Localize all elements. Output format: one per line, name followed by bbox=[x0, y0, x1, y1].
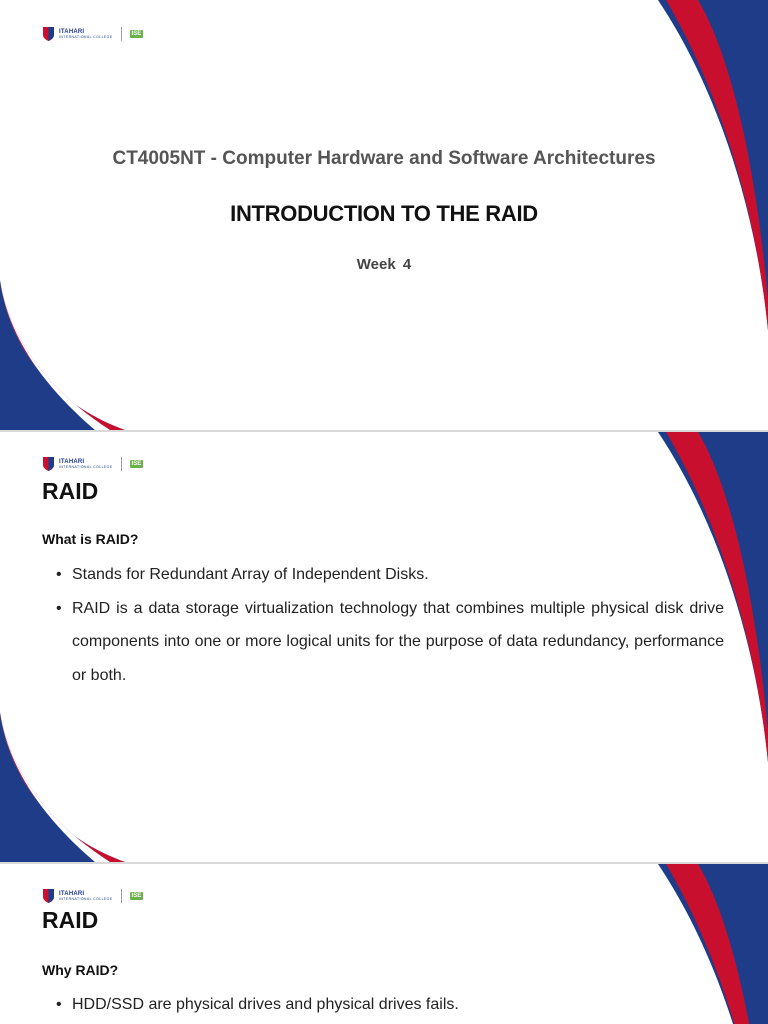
college-name: ITAHARI bbox=[59, 28, 85, 35]
college-name: ITAHARI bbox=[59, 458, 85, 465]
slide-subheading: Why RAID? bbox=[42, 962, 119, 978]
slide-heading: RAID bbox=[42, 478, 99, 504]
corner-swoosh-bottom-left bbox=[0, 712, 125, 862]
college-crest-icon bbox=[42, 456, 55, 472]
title-slide bbox=[0, 0, 768, 430]
bullet-item: • HDD/SSD are physical drives and physical drives fails. bbox=[56, 988, 724, 1022]
logo-divider bbox=[121, 27, 122, 41]
content-slide-why-raid bbox=[0, 864, 768, 1024]
college-subname: INTERNATIONAL COLLEGE bbox=[59, 464, 113, 469]
slide-heading: RAID bbox=[42, 907, 99, 933]
college-logo bbox=[42, 456, 143, 472]
slide-subheading: What is RAID? bbox=[42, 531, 139, 547]
college-crest-icon bbox=[42, 26, 55, 42]
college-logo bbox=[42, 26, 143, 42]
content-slide-what-is-raid bbox=[0, 432, 768, 862]
presentation-title: INTRODUCTION TO THE RAID bbox=[230, 201, 538, 226]
bullet-item: • Stands for Redundant Array of Independent Disks. bbox=[56, 558, 724, 592]
college-name: ITAHARI bbox=[59, 890, 85, 897]
corner-swoosh-bottom-left bbox=[0, 280, 125, 430]
bullet-item: • RAID is a data storage virtualization technology that combines multiple physical disk drive components into one or more logical units for the purpose of data redundancy, performance or both. bbox=[56, 592, 724, 693]
bullet-list bbox=[56, 988, 724, 1022]
course-title: CT4005NT - Computer Hardware and Software Architectures bbox=[112, 148, 656, 169]
college-logo bbox=[42, 888, 143, 904]
logo-divider bbox=[121, 457, 122, 471]
logo-divider bbox=[121, 889, 122, 903]
college-crest-icon bbox=[42, 888, 55, 904]
bullet-list bbox=[56, 558, 724, 692]
college-subname: INTERNATIONAL COLLEGE bbox=[59, 34, 113, 39]
partner-badge: ISE bbox=[131, 893, 142, 899]
partner-badge: ISE bbox=[131, 461, 142, 467]
college-subname: INTERNATIONAL COLLEGE bbox=[59, 896, 113, 901]
partner-badge: ISE bbox=[131, 31, 142, 37]
week-label: Week 4 bbox=[356, 256, 412, 273]
